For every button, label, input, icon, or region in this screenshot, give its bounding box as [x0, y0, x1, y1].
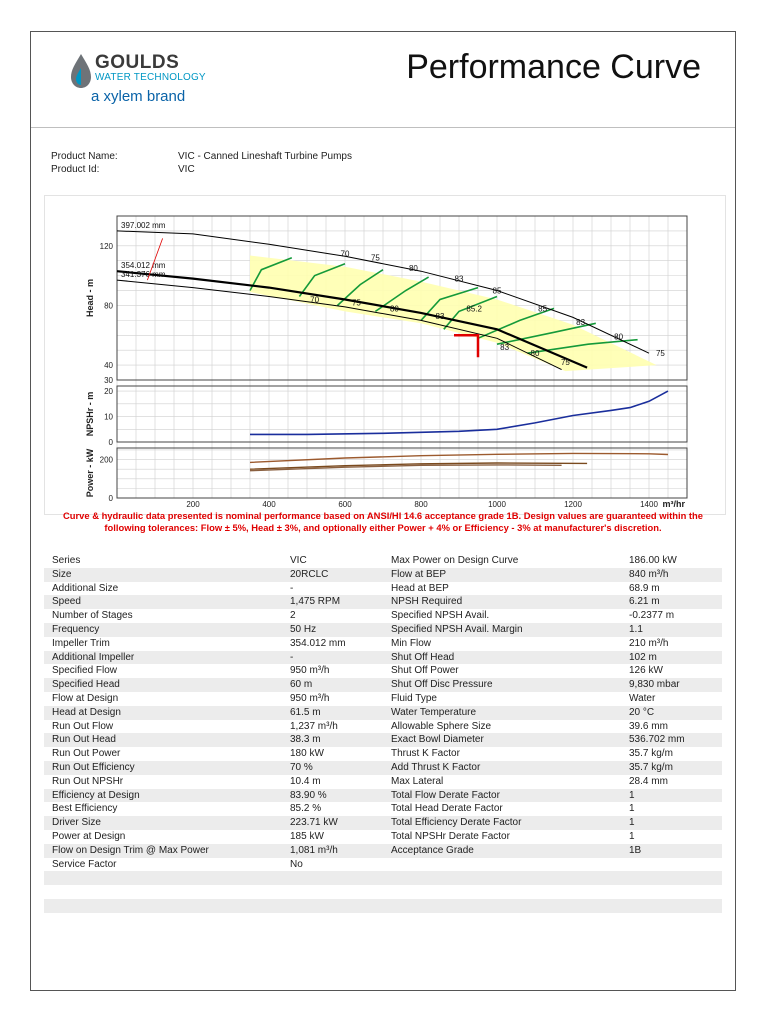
- table-cell-label: Fluid Type: [391, 692, 437, 704]
- table-row: [44, 568, 722, 582]
- table-cell-value: 2: [290, 610, 296, 622]
- table-cell-value: 126 kW: [629, 665, 663, 677]
- efficiency-label: 85: [492, 286, 502, 296]
- table-cell-label: NPSH Required: [391, 596, 463, 608]
- efficiency-label: 83: [435, 311, 445, 321]
- table-cell-label: Series: [52, 555, 81, 566]
- efficiency-label: 85: [538, 304, 548, 314]
- table-cell-label: Run Out Head: [52, 734, 116, 746]
- table-row: [44, 678, 722, 692]
- table-cell-label: Size: [52, 568, 72, 580]
- table-cell-label: Run Out Flow: [52, 720, 114, 732]
- table-cell-value: 185 kW: [290, 830, 324, 842]
- table-cell-value: 35.7 kg/m: [629, 761, 673, 773]
- table-cell-value: 1,081 m³/h: [290, 844, 338, 856]
- table-cell-label: Power at Design: [52, 830, 126, 842]
- table-cell-label: Run Out Efficiency: [52, 761, 135, 773]
- table-row: [44, 871, 722, 885]
- table-cell-value: 354.012 mm: [290, 637, 346, 649]
- table-cell-value: 950 m³/h: [290, 665, 330, 677]
- table-cell-label: Head at Design: [52, 706, 121, 718]
- table-cell-value: 1: [629, 789, 635, 801]
- table-cell-label: Exact Bowl Diameter: [391, 734, 484, 746]
- table-cell-value: 70 %: [290, 761, 313, 773]
- table-row: [44, 692, 722, 706]
- table-cell-value: No: [290, 858, 303, 870]
- efficiency-label: 85.2: [466, 304, 482, 314]
- x-axis-unit: m³/hr: [662, 499, 685, 509]
- goulds-logo: [71, 52, 231, 112]
- table-cell-value: 1,475 RPM: [290, 596, 341, 608]
- x-tick-label: 200: [186, 500, 200, 509]
- table-cell-value: 50 Hz: [290, 623, 317, 635]
- table-cell-value: 83.90 %: [290, 789, 327, 801]
- table-row: [44, 844, 722, 858]
- table-row: [44, 623, 722, 637]
- y-tick-label: 200: [99, 455, 113, 465]
- y-axis-label-power: Power - kW: [85, 448, 95, 498]
- y-tick-label: 80: [104, 301, 113, 311]
- performance-chart-svg: [45, 196, 725, 514]
- table-cell-label: Shut Off Head: [391, 651, 455, 663]
- page-title: Performance Curve: [406, 48, 701, 86]
- table-cell-value: 1: [629, 803, 635, 815]
- water-drop-logo-icon: [71, 54, 91, 88]
- table-cell-value: 39.6 mm: [629, 720, 668, 732]
- table-cell-value: 950 m³/h: [290, 692, 330, 704]
- table-cell-value: 186.00 kW: [629, 555, 677, 566]
- table-cell-value: -: [290, 651, 294, 663]
- x-tick-label: 400: [262, 500, 276, 509]
- table-cell-label: Specified Head: [52, 679, 120, 691]
- table-cell-value: 102 m: [629, 651, 657, 663]
- table-row: [44, 733, 722, 747]
- table-row: [44, 595, 722, 609]
- table-cell-label: Service Factor: [52, 858, 117, 870]
- table-row: [44, 885, 722, 899]
- table-cell-value: 28.4 mm: [629, 775, 668, 787]
- pump-data-table: [44, 554, 722, 913]
- table-cell-value: 1B: [629, 844, 642, 856]
- table-cell-label: Max Lateral: [391, 775, 444, 787]
- table-row: [44, 816, 722, 830]
- table-row: [44, 651, 722, 665]
- table-cell-label: Add Thrust K Factor: [391, 761, 481, 773]
- table-cell-value: 1: [629, 817, 635, 829]
- performance-chart: [44, 195, 726, 515]
- table-cell-label: Run Out NPSHr: [52, 775, 124, 787]
- table-row: [44, 761, 722, 775]
- table-row: [44, 637, 722, 651]
- table-cell-value: 20RCLC: [290, 568, 329, 580]
- table-cell-label: Water Temperature: [391, 706, 477, 718]
- table-cell-label: Shut Off Power: [391, 665, 459, 677]
- datasheet-page: [30, 31, 736, 991]
- x-tick-label: 800: [414, 500, 428, 509]
- table-cell-value: 61.5 m: [290, 706, 321, 718]
- table-cell-label: Thrust K Factor: [391, 748, 460, 760]
- y-tick-label: 40: [104, 361, 113, 371]
- table-cell-value: 180 kW: [290, 748, 324, 760]
- table-cell-value: 9,830 mbar: [629, 679, 680, 691]
- table-row: [44, 858, 722, 872]
- table-row: [44, 554, 722, 568]
- table-cell-label: Shut Off Disc Pressure: [391, 679, 493, 691]
- table-cell-value: 536.702 mm: [629, 734, 685, 746]
- table-cell-value: 210 m³/h: [629, 637, 669, 649]
- table-cell-label: Specified Flow: [52, 665, 118, 677]
- product-id-value: VIC: [178, 164, 195, 175]
- table-cell-label: Frequency: [52, 623, 100, 635]
- x-tick-label: 1400: [640, 500, 658, 509]
- table-cell-label: Min Flow: [391, 637, 432, 649]
- x-tick-label: 1000: [488, 500, 506, 509]
- table-cell-value: 1,237 m³/h: [290, 720, 338, 732]
- table-cell-label: Acceptance Grade: [391, 844, 474, 856]
- product-name-label: Product Name:: [51, 151, 118, 162]
- logo-brand-name: GOULDS: [95, 52, 180, 73]
- head-curve-label: 397.002 mm: [121, 220, 166, 230]
- table-cell-label: Flow on Design Trim @ Max Power: [52, 844, 209, 856]
- table-cell-label: Speed: [52, 596, 81, 608]
- table-row: [44, 789, 722, 803]
- table-cell-label: Run Out Power: [52, 748, 121, 760]
- logo-brand-subtitle: WATER TECHNOLOGY: [95, 72, 206, 83]
- product-id-label: Product Id:: [51, 164, 100, 175]
- table-cell-value: 60 m: [290, 679, 313, 691]
- table-cell-label: Flow at BEP: [391, 568, 447, 580]
- table-row: [44, 830, 722, 844]
- y-tick-label: 10: [104, 412, 113, 422]
- table-row: [44, 899, 722, 913]
- table-cell-label: Impeller Trim: [52, 637, 110, 649]
- y-tick-label: 0: [108, 494, 113, 503]
- y-tick-label: 120: [99, 241, 113, 251]
- efficiency-label: 80: [530, 349, 540, 359]
- table-cell-label: Additional Size: [52, 582, 119, 594]
- table-cell-label: Allowable Sphere Size: [391, 720, 492, 732]
- efficiency-label: 75: [655, 349, 665, 359]
- table-cell-value: VIC: [290, 555, 307, 566]
- table-cell-value: 1.1: [629, 623, 643, 635]
- x-tick-label: 600: [338, 500, 352, 509]
- table-row: [44, 720, 722, 734]
- table-cell-label: Flow at Design: [52, 692, 119, 704]
- table-cell-value: 223.71 kW: [290, 817, 338, 829]
- efficiency-label: 80: [389, 304, 399, 314]
- table-row: [44, 775, 722, 789]
- table-cell-value: -0.2377 m: [629, 610, 675, 622]
- product-name-value: VIC - Canned Lineshaft Turbine Pumps: [178, 151, 352, 162]
- table-row: [44, 802, 722, 816]
- efficiency-label: 70: [310, 295, 320, 305]
- design-point-marker: [454, 335, 478, 357]
- table-cell-label: Best Efficiency: [52, 803, 118, 815]
- table-cell-value: 10.4 m: [290, 775, 321, 787]
- table-cell-label: Specified NPSH Avail. Margin: [391, 623, 523, 635]
- efficiency-label: 80: [614, 332, 624, 342]
- table-cell-value: 68.9 m: [629, 582, 660, 594]
- table-cell-label: Specified NPSH Avail.: [391, 610, 490, 622]
- table-cell-value: 1: [629, 830, 635, 842]
- table-cell-value: 85.2 %: [290, 803, 322, 815]
- table-cell-value: 38.3 m: [290, 734, 321, 746]
- table-cell-label: Additional Impeller: [52, 651, 135, 663]
- table-cell-label: Total Efficiency Derate Factor: [391, 817, 522, 829]
- y-axis-label-head: Head - m: [85, 278, 95, 318]
- page-header: [31, 32, 735, 128]
- table-cell-value: 20 °C: [629, 706, 655, 718]
- table-cell-label: Max Power on Design Curve: [391, 555, 519, 566]
- y-tick-label: 20: [104, 387, 113, 397]
- table-cell-label: Head at BEP: [391, 582, 449, 594]
- x-tick-label: 1200: [564, 500, 582, 509]
- table-cell-value: 35.7 kg/m: [629, 748, 673, 760]
- table-cell-label: Total Flow Derate Factor: [391, 789, 500, 801]
- table-cell-value: 6.21 m: [629, 596, 660, 608]
- efficiency-label: 83: [454, 274, 464, 284]
- table-row: [44, 582, 722, 596]
- efficiency-label: 80: [408, 264, 418, 274]
- table-cell-value: -: [290, 582, 294, 594]
- table-row: [44, 664, 722, 678]
- efficiency-label: 75: [560, 358, 570, 368]
- efficiency-label: 83: [500, 343, 510, 353]
- table-cell-value: 840 m³/h: [629, 568, 669, 580]
- table-cell-label: Number of Stages: [52, 610, 133, 622]
- logo-tagline: a xylem brand: [91, 88, 186, 105]
- efficiency-label: 75: [370, 253, 380, 263]
- table-cell-label: Total NPSHr Derate Factor: [391, 830, 510, 842]
- head-curve-label: 354.012 mm: [121, 261, 166, 271]
- tolerance-disclaimer: Curve & hydraulic data presented is nominal performance based on ANSI/HI 14.6 acceptance grade 1B. Design values are guaranteed within the following tolerances: Flow ± 5%, Head ± 3%, and optionally either Power + 4% or Efficiency - 3% at manufacturer's discretion.: [63, 510, 703, 533]
- table-cell-label: Total Head Derate Factor: [391, 803, 503, 815]
- y-tick-label: 0: [108, 438, 113, 447]
- y-tick-label: 30: [104, 376, 113, 385]
- table-row: [44, 706, 722, 720]
- table-cell-value: Water: [629, 692, 656, 704]
- y-axis-label-npsh: NPSHr - m: [85, 391, 95, 437]
- table-row: [44, 609, 722, 623]
- efficiency-label: 70: [340, 249, 350, 259]
- table-cell-label: Driver Size: [52, 817, 101, 829]
- efficiency-label: 83: [576, 317, 586, 327]
- efficiency-label: 75: [351, 298, 361, 308]
- table-row: [44, 747, 722, 761]
- head-curve-label: 341.376 mm: [121, 270, 166, 280]
- table-cell-label: Efficiency at Design: [52, 789, 140, 801]
